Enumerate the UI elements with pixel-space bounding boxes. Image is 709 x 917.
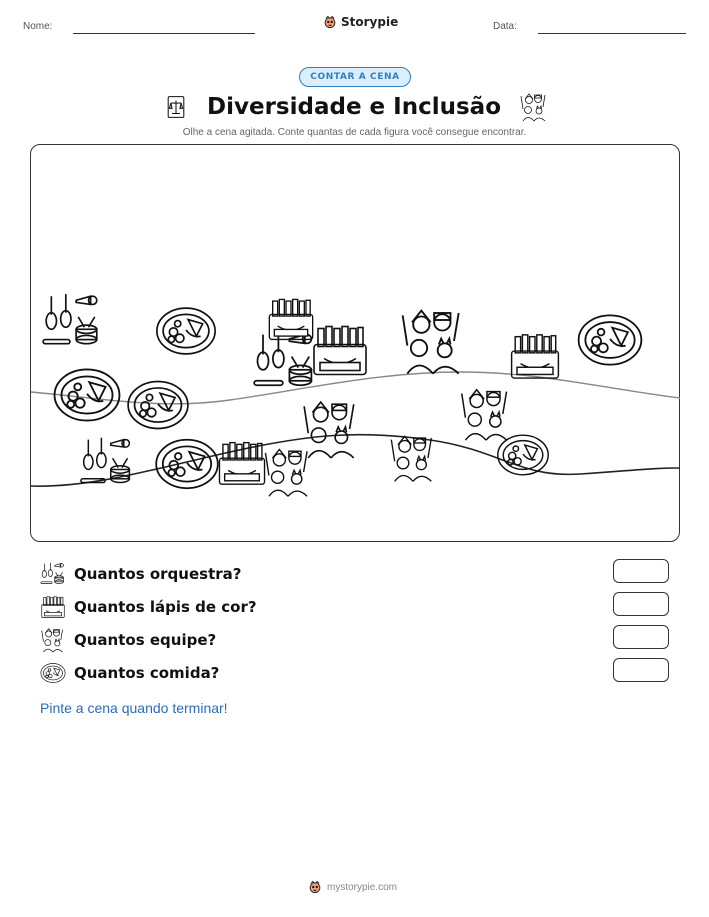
question-label: Quantos lápis de cor? (74, 598, 257, 616)
title-row (176, 90, 536, 124)
brand-name: Storypie (341, 15, 399, 29)
finish-instruction: Pinte a cena quando terminar! (40, 700, 228, 716)
footer-url: mystorypie.com (327, 881, 398, 893)
answer-box-food[interactable] (613, 658, 669, 682)
answer-box-orchestra[interactable] (613, 559, 669, 583)
scales-icon (163, 94, 189, 120)
mascot-icon (323, 15, 337, 29)
question-orchestra (40, 561, 241, 587)
answer-box-team[interactable] (613, 625, 669, 649)
mascot-icon (308, 880, 322, 894)
footer (308, 880, 397, 894)
counting-scene (30, 144, 680, 542)
name-field[interactable] (73, 33, 255, 34)
activity-badge: CONTAR A CENA (299, 67, 411, 87)
question-label: Quantos comida? (74, 664, 220, 682)
food-plate-icon (40, 660, 66, 686)
question-label: Quantos orquestra? (74, 565, 242, 583)
date-label: Data: (493, 21, 517, 32)
orchestra-icon (40, 561, 66, 587)
instructions: Olhe a cena agitada. Conte quantas de cada figura você consegue encontrar. (182, 127, 527, 138)
page-title: Diversidade e Inclusão (207, 94, 501, 120)
question-team (40, 627, 216, 653)
name-label: Nome: (23, 21, 53, 32)
question-label: Quantos equipe? (74, 631, 217, 649)
question-crayons (40, 594, 257, 620)
team-icon (519, 92, 549, 122)
question-food (40, 660, 219, 686)
date-field[interactable] (538, 33, 686, 34)
team-icon (40, 627, 66, 653)
crayons-icon (40, 594, 66, 620)
brand-logo (323, 15, 398, 29)
answer-box-crayons[interactable] (613, 592, 669, 616)
